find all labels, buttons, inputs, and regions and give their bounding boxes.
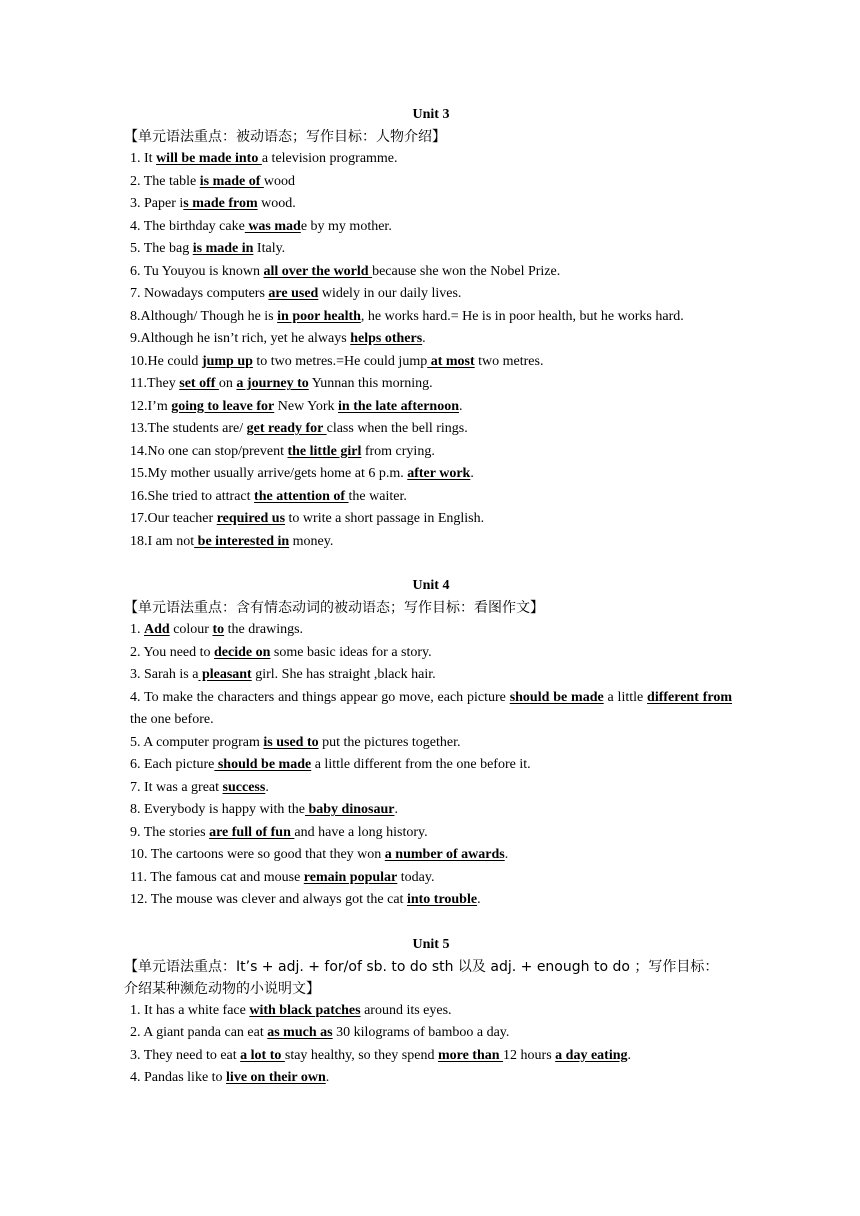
sentence-text: from crying. (361, 443, 435, 459)
sentence-text: Italy. (253, 241, 286, 256)
sentence-line (130, 822, 732, 845)
sentence-text: . (477, 892, 481, 907)
sentence-text: because she won the Nobel Prize. (372, 263, 561, 279)
sentence-line (130, 1022, 732, 1045)
key-phrase: are full of fun (209, 824, 295, 840)
sentence-text: 2. You need to (130, 644, 215, 660)
sentence-line (130, 1067, 732, 1090)
sentence-text: to write a short passage in English. (285, 511, 485, 526)
sentence-text: 14.No one can stop/prevent (130, 443, 288, 459)
sentence-line (130, 373, 732, 396)
sentence-text: 1. It (130, 151, 157, 166)
key-phrase: different from (647, 689, 732, 705)
sentence-text: . (394, 802, 398, 817)
key-phrase: should be made (509, 689, 604, 705)
sentence-text: the one before. (130, 712, 214, 727)
sentence-text: 11. The famous cat and mouse (130, 869, 304, 885)
key-phrase: into trouble (406, 892, 478, 907)
sentence-text: 5. A computer program (130, 734, 264, 750)
sentence-line (130, 889, 732, 912)
sentence-text: the waiter. (348, 488, 407, 504)
sentence-line (130, 844, 732, 867)
sentence-text: around its eyes. (360, 1002, 452, 1018)
sentence-text: 3. Paper i (130, 196, 184, 211)
sentence-text: 8.Although/ Though he is (130, 308, 278, 324)
key-phrase: with black patches (249, 1002, 361, 1018)
sentence-text: some basic ideas for a story. (270, 644, 432, 660)
sentence-line (130, 732, 732, 755)
sentence-line (130, 1045, 732, 1068)
sentence-line (130, 351, 732, 374)
key-phrase: a lot to (240, 1047, 285, 1063)
sentence-text: and have a long history. (294, 824, 428, 840)
sentence-text: 6. Tu Youyou is known (130, 263, 264, 279)
key-phrase: jump up (201, 353, 253, 369)
key-phrase: should be made (214, 757, 312, 772)
unit-focus: 【单元语法重点：It’s + adj. + for/of sb. to do sth 以及 adj. + enough to do ；写作目标：介绍某种濒危动物的小说明文】 (124, 958, 719, 997)
key-phrase: the little girl (287, 443, 362, 459)
sentence-line (130, 216, 732, 239)
sentence-text: . (627, 1047, 631, 1063)
key-phrase: in the late afternoon (338, 398, 459, 414)
sentence-text: 9.Although he isn’t rich, yet he always (130, 331, 351, 346)
key-phrase: helps others (350, 331, 423, 346)
sentence-text: 17.Our teacher (130, 511, 217, 526)
sentence-text: a little (603, 689, 648, 705)
sentence-line (130, 799, 732, 822)
sentence-text: 15.My mother usually arrive/gets home at 6 p.m. (130, 466, 408, 481)
sentence-text: two metres. (474, 353, 544, 369)
sentence-line (130, 687, 732, 732)
key-phrase: is made of (199, 173, 264, 189)
sentence-text: wood (263, 173, 296, 189)
sentence-text: 9. The stories (130, 824, 210, 840)
sentence-text: 6. Each picture (130, 757, 215, 772)
key-phrase: baby dinosaur (304, 802, 395, 817)
sentence-text: 2. The table (130, 173, 200, 189)
key-phrase: after work (407, 466, 471, 481)
sentence-line (130, 754, 732, 777)
key-phrase: s made from (183, 196, 258, 211)
key-phrase: required us (216, 511, 286, 526)
key-phrase: is made in (192, 241, 254, 256)
sentence-text: 30 kilograms of bamboo a day. (332, 1025, 510, 1040)
sentence-line (130, 531, 732, 554)
sentence-line (130, 1000, 732, 1023)
unit-title: Unit 3 (412, 107, 450, 122)
sentence-text: e by my mother. (300, 218, 392, 234)
sentence-text: on (218, 376, 237, 391)
key-phrase: remain popular (303, 869, 398, 885)
sentence-line (130, 619, 732, 642)
key-phrase: live on their own (226, 1070, 326, 1085)
key-phrase: all over the world (263, 263, 373, 279)
sentence-text: 4. Pandas like to (130, 1070, 227, 1085)
unit-title: Unit 4 (412, 578, 450, 593)
key-phrase: more than (437, 1047, 504, 1063)
key-phrase: pleasant (198, 667, 252, 682)
sentence-text: 11.They (130, 376, 180, 391)
sentence-line (130, 777, 732, 800)
sentence-text: . (470, 466, 474, 481)
sentence-text: a television programme. (261, 151, 398, 166)
sentence-text: a little different from the one before it. (311, 757, 531, 772)
sentence-line (130, 867, 732, 890)
sentence-text: 1. (130, 622, 144, 637)
sentence-text: widely in our daily lives. (318, 286, 462, 301)
sentence-text: 2. A giant panda can eat (130, 1025, 268, 1040)
sentence-line (130, 328, 732, 351)
section-gap (130, 912, 732, 934)
sentence-line (130, 261, 732, 284)
sentence-line (130, 463, 732, 486)
sentence-text: 7. Nowadays computers (130, 286, 269, 301)
unit-title: Unit 5 (412, 936, 450, 952)
sentence-text: 10. The cartoons were so good that they won (130, 847, 385, 862)
sentence-text: 8. Everybody is happy with the (130, 802, 305, 817)
sentence-text: Yunnan this morning. (308, 376, 433, 391)
sentence-line (130, 441, 732, 464)
key-phrase: Add (144, 622, 170, 637)
sentence-text: 16.She tried to attract (130, 488, 255, 504)
key-phrase: is used to (263, 734, 319, 750)
sentence-text: 3. They need to eat (130, 1047, 241, 1063)
sentence-line (130, 486, 732, 509)
sentence-line (130, 418, 732, 441)
sentence-text: today. (397, 869, 435, 885)
key-phrase: the attention of (254, 488, 349, 504)
sentence-text: 3. Sarah is a (130, 667, 199, 682)
sentence-line (130, 283, 732, 306)
sentence-text: 12.I’m (130, 398, 172, 414)
sentence-text: . (422, 331, 426, 346)
sentence-text: 5. The bag (130, 241, 193, 256)
sentence-text: . (325, 1070, 330, 1085)
sentence-text: put the pictures together. (318, 734, 461, 750)
sentence-text: 10.He could (130, 353, 202, 369)
sentence-text: the drawings. (224, 622, 304, 637)
sentence-text: 4. The birthday cake (130, 218, 245, 234)
sentence-text: girl. She has straight ,black hair. (251, 667, 436, 682)
key-phrase: a day eating (555, 1047, 628, 1063)
key-phrase: success (222, 779, 266, 795)
key-phrase: decide on (214, 644, 271, 660)
key-phrase: set off (179, 376, 219, 391)
sentence-text: . (265, 779, 269, 795)
sentence-line (130, 238, 732, 261)
sentence-text: New York (274, 398, 339, 414)
unit-focus: 【单元语法重点：含有情态动词的被动语态；写作目标：看图作文】 (124, 600, 544, 616)
sentence-text: 12. The mouse was clever and always got the cat (130, 892, 407, 907)
sentence-line (130, 508, 732, 531)
sentence-text: money. (289, 533, 334, 549)
sentence-text: . (504, 847, 509, 862)
key-phrase: to (212, 622, 225, 637)
section-gap (130, 553, 732, 575)
key-phrase: was mad (244, 218, 301, 234)
sentence-line (130, 306, 732, 329)
sentence-line (130, 642, 732, 665)
sentence-text: 4. To make the characters and things appear go move, each picture (130, 689, 510, 705)
sentence-line (130, 396, 732, 419)
sentence-text: 1. It has a white face (130, 1002, 250, 1018)
key-phrase: are used (268, 286, 319, 301)
key-phrase: a number of awards (384, 847, 505, 862)
key-phrase: will be made into (156, 151, 262, 166)
sentence-text: colour (169, 622, 213, 637)
sentence-line (130, 148, 732, 171)
key-phrase: as much as (267, 1025, 333, 1040)
sentence-text: 18.I am not (130, 533, 195, 549)
sentence-line (130, 193, 732, 216)
document-page (124, 104, 732, 1090)
unit-focus: 【单元语法重点：被动语态；写作目标：人物介绍】 (124, 129, 446, 145)
sentence-line (130, 664, 732, 687)
sentence-text: to two metres.=He could jump (252, 353, 428, 369)
sentence-text: class when the bell rings. (326, 421, 468, 436)
sentence-text: 13.The students are/ (130, 421, 247, 436)
sentence-text: . (458, 398, 463, 414)
sentence-text: wood. (257, 196, 296, 211)
sentence-text: 12 hours (503, 1047, 556, 1063)
key-phrase: at most (427, 353, 475, 369)
sentence-text: stay healthy, so they spend (284, 1047, 438, 1063)
key-phrase: a journey to (236, 376, 309, 391)
sentence-text: , he works hard.= He is in poor health, but he works hard. (360, 308, 684, 324)
key-phrase: be interested in (194, 533, 290, 549)
key-phrase: in poor health (277, 308, 361, 324)
key-phrase: going to leave for (171, 398, 275, 414)
key-phrase: get ready for (246, 421, 327, 436)
sentence-text: 7. It was a great (130, 779, 223, 795)
sentence-line (130, 171, 732, 194)
